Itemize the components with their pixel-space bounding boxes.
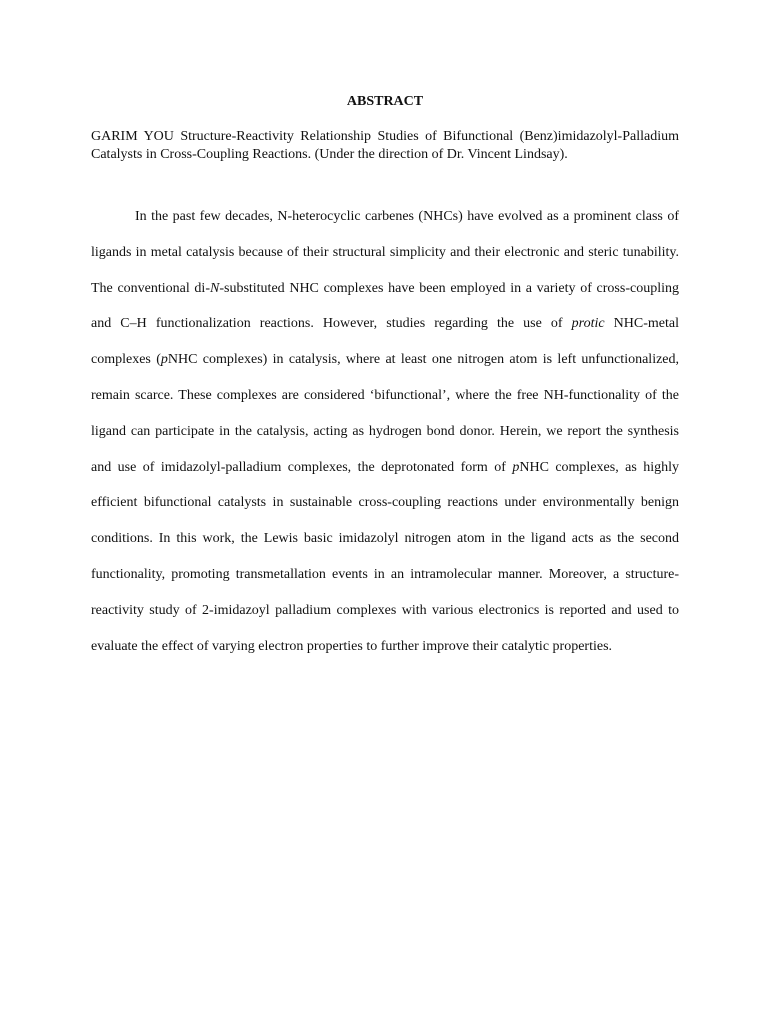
abstract-text-part-3: NHC-metal complexes ( bbox=[91, 316, 679, 368]
italic-protic: protic bbox=[571, 316, 605, 332]
italic-p-second: p bbox=[512, 459, 520, 475]
author-title-block bbox=[91, 128, 679, 164]
abstract-text-part-1: In the past few decades, N-heterocyclic carbenes (NHCs) have evolved as a prominent class of ligands in metal catalysis because of their structural simplicity and their electronic and steric tunability. The conventional di- bbox=[91, 209, 679, 296]
abstract-heading: ABSTRACT bbox=[346, 94, 424, 109]
italic-n: N bbox=[209, 280, 220, 296]
author-name: GARIM YOU bbox=[91, 129, 174, 144]
thesis-title-and-director: Structure-Reactivity Relationship Studies of Bifunctional (Benz)imidazolyl-Palladium Catalysts in Cross-Coupling Reactions. (Under the direction of Dr. Vincent Lindsay). bbox=[91, 129, 679, 162]
abstract-text-part-2: -substituted NHC complexes have been employed in a variety of cross-coupling and C–H functionalization reactions. However, studies regarding the use of bbox=[91, 280, 679, 332]
abstract-text-part-4: NHC complexes) in catalysis, where at least one nitrogen atom is left unfunctionalized, remain scarce. These complexes are considered ‘bifunctional’, where the free NH-functionality of the ligand can participate in the catalysis, acting as hydrogen bond donor. Herein, we report the synthesis and use of imidazolyl-palladium complexes, the deprotonated form of bbox=[91, 352, 680, 475]
italic-p-first: p bbox=[160, 352, 168, 368]
abstract-paragraph bbox=[91, 199, 679, 664]
abstract-text-part-5: NHC complexes, as highly efficient bifunctional catalysts in sustainable cross-coupling reactions under environmentally benign conditions. In this work, the Lewis basic imidazolyl nitrogen atom in the ligand acts as the second functionality, promoting transmetallation events in an intramolecular manner. Moreover, a structure-reactivity study of 2-imidazoyl palladium complexes with various electronics is reported and used to evaluate the effect of varying electron properties to further improve their catalytic properties. bbox=[91, 459, 679, 654]
